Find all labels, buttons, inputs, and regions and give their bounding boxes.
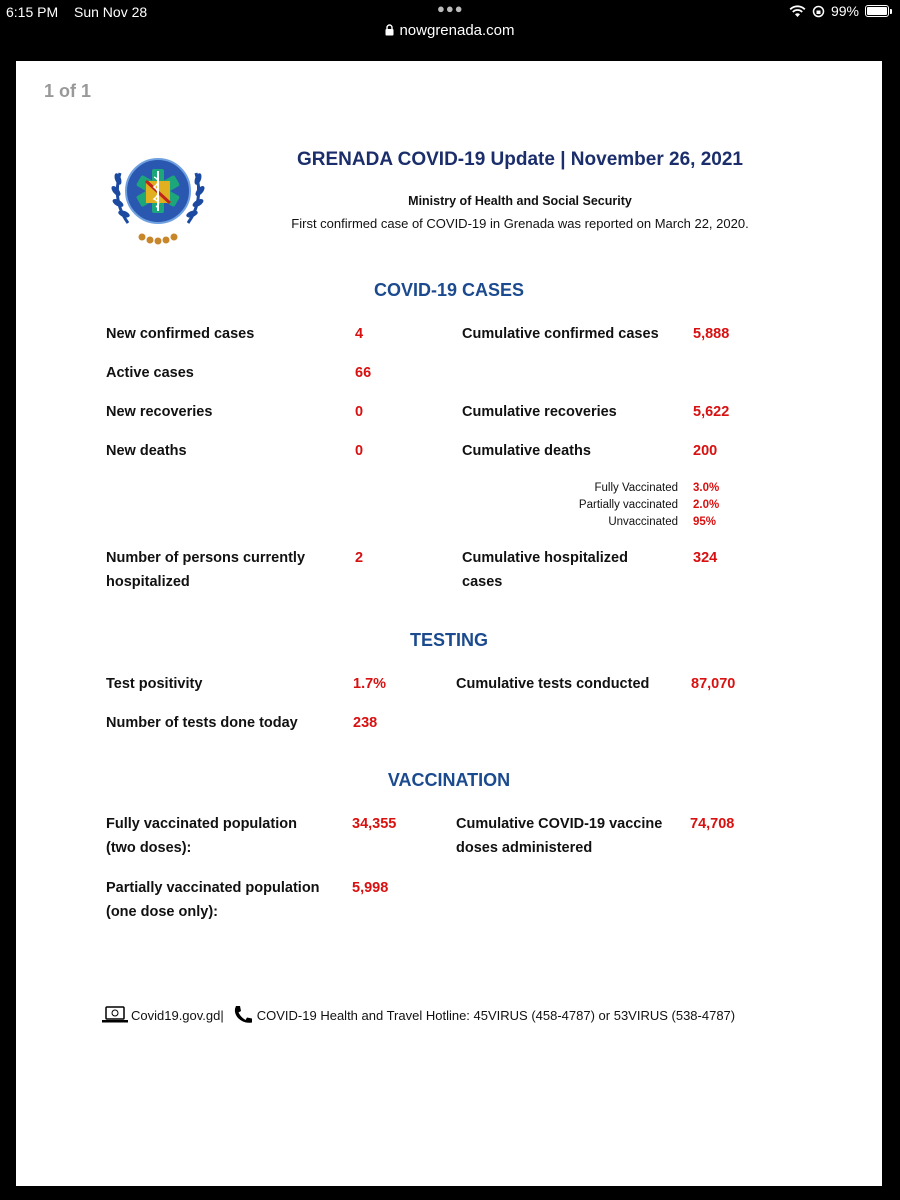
orientation-lock-icon <box>812 5 825 18</box>
new-deaths-value: 0 <box>355 443 364 459</box>
page-counter: 1 of 1 <box>44 81 92 101</box>
battery-percent: 99% <box>830 3 859 19</box>
cum-hospitalized-value: 324 <box>693 550 718 566</box>
cum-hospitalized-label-line1: Cumulative hospitalized <box>462 550 628 566</box>
vaccination-heading: VACCINATION <box>387 770 511 790</box>
footer <box>102 1005 735 1025</box>
new-confirmed-label: New confirmed cases <box>106 326 255 342</box>
fully-vaccinated-deaths-label: Fully Vaccinated <box>594 482 678 494</box>
partially-vaccinated-deaths-label: Partially vaccinated <box>578 499 678 511</box>
battery-icon <box>865 5 889 17</box>
fully-vaccinated-label-line1: Fully vaccinated population <box>106 816 297 832</box>
cum-deaths-value: 200 <box>693 443 718 459</box>
cum-doses-label-line1: Cumulative COVID-19 vaccine <box>456 816 663 832</box>
document-page <box>16 61 882 1186</box>
partially-vaccinated-deaths-value: 2.0% <box>693 499 720 511</box>
fully-vaccinated-label-line2: (two doses): <box>106 840 192 856</box>
cum-confirmed-value: 5,888 <box>693 326 730 342</box>
new-confirmed-value: 4 <box>355 326 364 342</box>
new-deaths-label: New deaths <box>106 443 187 459</box>
partially-vaccinated-label-line2: (one dose only): <box>106 904 218 920</box>
cum-recoveries-label: Cumulative recoveries <box>462 404 617 420</box>
unvaccinated-deaths-label: Unvaccinated <box>608 516 678 528</box>
page-title: GRENADA COVID-19 Update | November 26, 2021 <box>297 149 743 170</box>
hospitalized-label-line2: hospitalized <box>106 574 190 590</box>
status-date: Sun Nov 28 <box>74 4 148 20</box>
new-recoveries-value: 0 <box>355 404 364 420</box>
status-time: 6:15 PM <box>6 4 59 20</box>
address-bar[interactable] <box>0 22 900 42</box>
fully-vaccinated-label <box>106 812 297 860</box>
positivity-value: 1.7% <box>353 676 387 692</box>
cum-hospitalized-label-line2: cases <box>462 574 503 590</box>
cum-doses-label <box>456 812 662 860</box>
partially-vaccinated-value: 5,998 <box>352 880 389 896</box>
active-value: 66 <box>355 365 372 381</box>
url-text[interactable]: nowgrenada.com <box>399 22 515 39</box>
laptop-icon <box>102 1006 128 1024</box>
new-recoveries-label: New recoveries <box>106 404 213 420</box>
hospitalized-label-line1: Number of persons currently <box>106 550 306 566</box>
wifi-icon <box>789 5 806 18</box>
hotline-text: COVID-19 Health and Travel Hotline: 45VIRUS (458-4787) or 53VIRUS (538-4787) <box>256 1007 736 1023</box>
active-label: Active cases <box>106 365 194 381</box>
status-bar <box>0 0 900 24</box>
ministry-logo <box>106 141 210 249</box>
hospitalized-value: 2 <box>355 550 364 566</box>
tests-today-label: Number of tests done today <box>106 715 298 731</box>
hospitalized-label <box>106 546 305 594</box>
tests-today-value: 238 <box>353 715 378 731</box>
cum-recoveries-value: 5,622 <box>693 404 730 420</box>
multitasking-dots-icon[interactable]: ●●● <box>437 1 464 16</box>
positivity-label: Test positivity <box>106 676 203 692</box>
first-case-note: First confirmed case of COVID-19 in Grenada was reported on March 22, 2020. <box>291 216 749 231</box>
status-right <box>789 3 892 19</box>
cum-confirmed-label: Cumulative confirmed cases <box>462 326 659 342</box>
cum-tests-label: Cumulative tests conducted <box>456 676 650 692</box>
battery-tip <box>890 9 892 14</box>
cum-doses-value: 74,708 <box>690 816 735 832</box>
partially-vaccinated-label <box>106 876 320 924</box>
unvaccinated-deaths-value: 95% <box>693 516 717 528</box>
cum-hospitalized-label <box>462 546 628 594</box>
fully-vaccinated-value: 34,355 <box>352 816 397 832</box>
partially-vaccinated-label-line1: Partially vaccinated population <box>106 880 320 896</box>
testing-heading: TESTING <box>409 630 488 650</box>
cases-heading: COVID-19 CASES <box>373 280 525 300</box>
phone-icon <box>232 1005 254 1025</box>
cum-deaths-label: Cumulative deaths <box>462 443 591 459</box>
cum-doses-label-line2: doses administered <box>456 840 593 856</box>
fully-vaccinated-deaths-value: 3.0% <box>693 482 720 494</box>
cum-tests-value: 87,070 <box>691 676 736 692</box>
ministry-name: Ministry of Health and Social Security <box>408 194 632 208</box>
lock-icon <box>385 24 394 36</box>
website-link[interactable]: Covid19.gov.gd| <box>131 1007 224 1023</box>
